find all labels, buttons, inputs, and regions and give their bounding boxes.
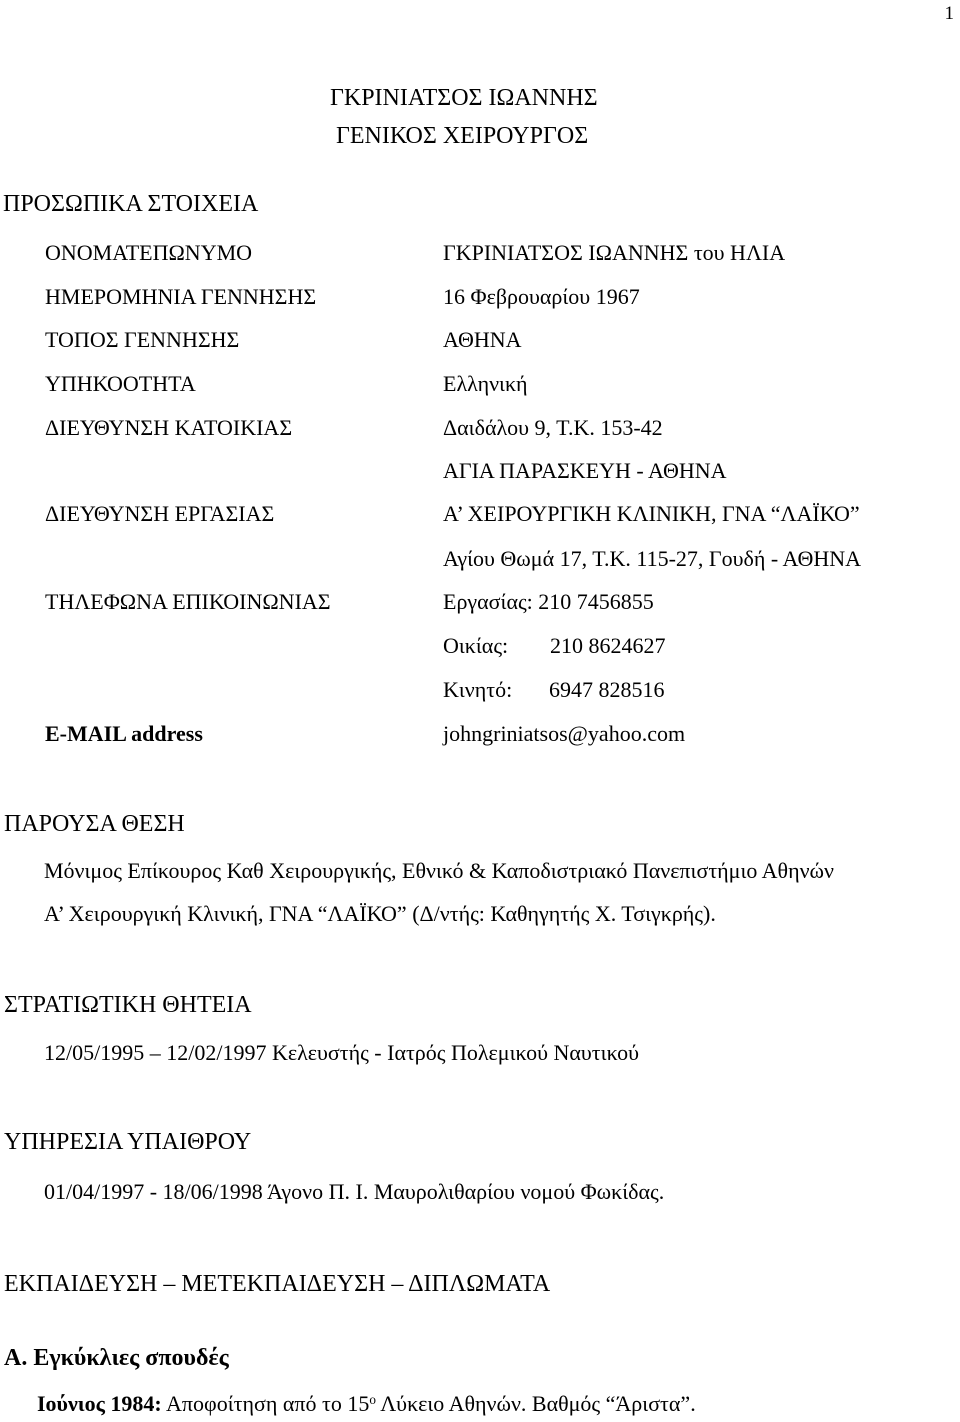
birth-date-value: 16 Φεβρουαρίου 1967 bbox=[443, 284, 640, 309]
military-line: 12/05/1995 – 12/02/1997 Κελευστής - Ιατρός Πολεμικού Ναυτικού bbox=[44, 1040, 640, 1065]
work-address-line1: Α’ ΧΕΙΡΟΥΡΓΙΚΗ ΚΛΙΝΙΚΗ, ΓΝΑ “ΛΑΪΚΟ” bbox=[443, 501, 860, 526]
work-address-line2: Αγίου Θωμά 17, Τ.Κ. 115-27, Γουδή - ΑΘΗΝΑ bbox=[443, 546, 862, 571]
birth-place-label: ΤΟΠΟΣ ΓΕΝΝΗΣΗΣ bbox=[45, 327, 240, 352]
phone-mobile-value: 6947 828516 bbox=[549, 677, 665, 702]
education-heading: ΕΚΠΑΙΔΕΥΣΗ – ΜΕΤΕΚΠΑΙΔΕΥΣΗ – ΔΙΠΛΩΜΑΤΑ bbox=[4, 1271, 551, 1297]
full-name-value: ΓΚΡΙΝΙΑΤΣΟΣ ΙΩΑΝΝΗΣ του ΗΛΙΑ bbox=[443, 240, 786, 265]
phones-label: ΤΗΛΕΦΩΝΑ ΕΠΙΚΟΙΝΩΝΙΑΣ bbox=[45, 589, 331, 614]
phone-work: Εργασίας: 210 7456855 bbox=[443, 589, 654, 614]
home-address-line2: ΑΓΙΑ ΠΑΡΑΣΚΕΥΗ - ΑΘΗΝΑ bbox=[443, 458, 727, 483]
education-entry-text-end: Λύκειο Αθηνών. Βαθμός “Άριστα”. bbox=[375, 1391, 696, 1416]
current-position-line2: Α’ Χειρουργική Κλινική, ΓΝΑ “ΛΑΪΚΟ” (Δ/ντής: Καθηγητής Χ. Τσιγκρής). bbox=[44, 901, 716, 926]
education-entry-sup: ο bbox=[369, 1391, 376, 1407]
phone-mobile-label: Κινητό: bbox=[443, 677, 513, 702]
birth-place-value: ΑΘΗΝΑ bbox=[443, 327, 522, 352]
phone-home-value: 210 8624627 bbox=[550, 633, 666, 658]
current-position-heading: ΠΑΡΟΥΣΑ ΘΕΣΗ bbox=[4, 811, 185, 837]
education-entry-text: Αποφοίτηση από το 15 bbox=[161, 1391, 370, 1416]
citizenship-label: ΥΠΗΚΟΟΤΗΤΑ bbox=[45, 371, 196, 396]
current-position-line1: Μόνιμος Επίκουρος Καθ Χειρουργικής, Εθνικό & Καποδιστριακό Πανεπιστήμιο Αθηνών bbox=[44, 858, 834, 883]
rural-service-line: 01/04/1997 - 18/06/1998 Άγονο Π. Ι. Μαυρολιθαρίου νομού Φωκίδας. bbox=[44, 1179, 665, 1204]
phone-home-label: Οικίας: bbox=[443, 633, 509, 658]
home-address-label: ΔΙΕΥΘΥΝΣΗ ΚΑΤΟΙΚΙΑΣ bbox=[45, 415, 293, 440]
education-entry bbox=[37, 1393, 696, 1415]
rural-service-heading: ΥΠΗΡΕΣΙΑ ΥΠΑΙΘΡΟΥ bbox=[4, 1129, 252, 1155]
birth-date-label: ΗΜΕΡΟΜΗΝΙΑ ΓΕΝΝΗΣΗΣ bbox=[45, 284, 317, 309]
military-heading: ΣΤΡΑΤΙΩΤΙΚΗ ΘΗΤΕΙΑ bbox=[4, 992, 252, 1018]
page-number: 1 bbox=[944, 3, 954, 24]
work-address-label: ΔΙΕΥΘΥΝΣΗ ΕΡΓΑΣΙΑΣ bbox=[45, 501, 275, 526]
doctor-name: ΓΚΡΙΝΙΑΤΣΟΣ ΙΩΑΝΝΗΣ bbox=[330, 85, 598, 111]
citizenship-value: Ελληνική bbox=[443, 371, 528, 396]
home-address-line1: Δαιδάλου 9, Τ.Κ. 153-42 bbox=[443, 415, 663, 440]
personal-heading: ΠΡΟΣΩΠΙΚΑ ΣΤΟΙΧΕΙΑ bbox=[3, 191, 259, 217]
education-entry-date: Ιούνιος 1984: bbox=[37, 1391, 162, 1416]
email-label: E-MAIL address bbox=[45, 721, 203, 746]
full-name-label: ΟΝΟΜΑΤΕΠΩΝΥΜΟ bbox=[45, 240, 253, 265]
education-subheading: Α. Εγκύκλιες σπουδές bbox=[4, 1345, 229, 1371]
doctor-title: ΓΕΝΙΚΟΣ ΧΕΙΡΟΥΡΓΟΣ bbox=[336, 123, 589, 149]
email-value: johngriniatsos@yahoo.com bbox=[443, 721, 686, 746]
